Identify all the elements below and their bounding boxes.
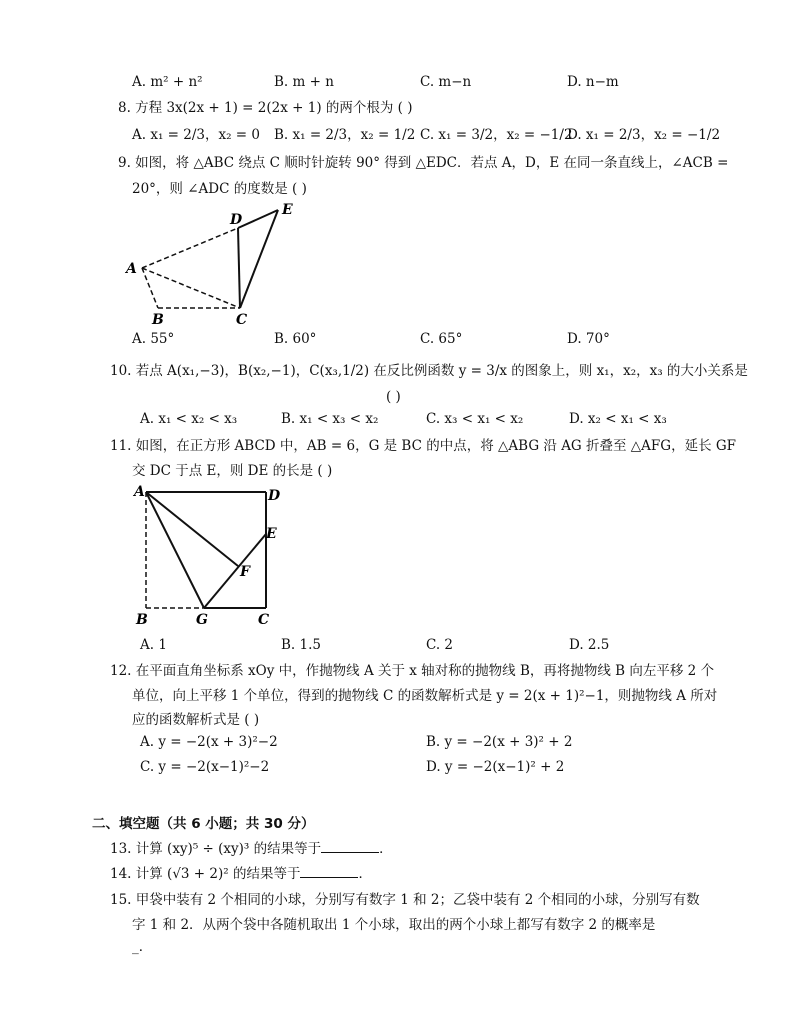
q9-option-a: A. 55° — [132, 331, 175, 347]
q14-stem-text: 14. 计算 (√3 + 2)² 的结果等于 — [110, 866, 301, 882]
q12-stem-line3: 应的函数解析式是 ( ) — [132, 712, 260, 728]
q11-label-f: F — [240, 564, 250, 580]
q8-option-c: C. x₁ = 3/2，x₂ = −1/2 — [420, 127, 573, 143]
q10-option-d: D. x₂ < x₁ < x₃ — [569, 411, 667, 427]
q12-option-c: C. y = −2(x−1)²−2 — [140, 759, 270, 775]
q9-label-a: A — [126, 261, 137, 277]
q9-option-d: D. 70° — [567, 331, 610, 347]
q11-label-a: A — [134, 484, 145, 500]
q13-stem — [110, 840, 393, 858]
q9-label-e: E — [282, 202, 293, 218]
q11-option-c: C. 2 — [426, 637, 454, 653]
q12-option-a: A. y = −2(x + 3)²−2 — [140, 734, 278, 750]
q11-label-b: B — [136, 612, 148, 628]
section-2-title: 二、填空题（共 6 小题；共 30 分） — [92, 816, 315, 832]
q11-option-b: B. 1.5 — [281, 637, 321, 653]
q14-stem — [110, 865, 372, 883]
q15-line1: 15. 甲袋中装有 2 个相同的小球，分别写有数字 1 和 2；乙袋中装有 2 个相同的小球，分别写有数 — [110, 892, 700, 908]
q11-label-d: D — [268, 488, 281, 504]
q11-stem-line2: 交 DC 于点 E，则 DE 的长是 ( ) — [132, 463, 333, 479]
q9-stem-line2: 20°，则 ∠ADC 的度数是 ( ) — [132, 181, 307, 197]
q13-stem-text: 13. 计算 (xy)⁵ ÷ (xy)³ 的结果等于 — [110, 841, 322, 857]
q9-label-c: C — [236, 312, 248, 326]
q11-stem-line1: 11. 如图，在正方形 ABCD 中，AB = 6，G 是 BC 的中点，将 △ABG 沿 AG 折叠至 △AFG，延长 GF — [110, 438, 737, 454]
q9-label-b: B — [152, 312, 164, 326]
q11-label-e: E — [266, 526, 277, 542]
q9-figure — [120, 198, 310, 326]
q10-stem-line1: 10. 若点 A(x₁,−3)，B(x₂,−1)，C(x₃,1/2) 在反比例函数 y = 3/x 的图象上，则 x₁，x₂，x₃ 的大小关系是 — [110, 363, 748, 379]
q14-answer-blank[interactable] — [300, 865, 358, 878]
q10-option-b: B. x₁ < x₃ < x₂ — [281, 411, 379, 427]
q9-label-d: D — [230, 212, 243, 228]
q9-option-c: C. 65° — [420, 331, 463, 347]
q12-stem-line2: 单位，向上平移 1 个单位，得到的抛物线 C 的函数解析式是 y = 2(x + 1)²−1，则抛物线 A 所对 — [132, 688, 718, 704]
q12-option-b: B. y = −2(x + 3)² + 2 — [426, 734, 573, 750]
q15-line3: _． — [132, 939, 153, 955]
q11-label-c: C — [258, 612, 270, 628]
q11-figure — [128, 484, 288, 630]
q7-option-c: C. m−n — [420, 74, 472, 90]
q13-stem-end: ． — [379, 841, 393, 857]
q9-option-b: B. 60° — [274, 331, 317, 347]
q13-answer-blank[interactable] — [321, 840, 379, 853]
q7-option-b: B. m + n — [274, 74, 334, 90]
q11-label-g: G — [196, 612, 208, 628]
q9-stem-line1: 9. 如图，将 △ABC 绕点 C 顺时针旋转 90° 得到 △EDC．若点 A，D，E 在同一条直线上，∠ACB = — [118, 155, 729, 171]
q10-stem-line2: ( ) — [386, 389, 401, 405]
q8-option-a: A. x₁ = 2/3，x₂ = 0 — [132, 127, 260, 143]
q7-option-a: A. m² + n² — [132, 74, 203, 90]
q7-option-d: D. n−m — [567, 74, 619, 90]
q14-stem-end: ． — [358, 866, 372, 882]
q12-option-d: D. y = −2(x−1)² + 2 — [426, 759, 565, 775]
q10-option-a: A. x₁ < x₂ < x₃ — [140, 411, 238, 427]
q12-stem-line1: 12. 在平面直角坐标系 xOy 中，作抛物线 A 关于 x 轴对称的抛物线 B，再将抛物线 B 向左平移 2 个 — [110, 663, 715, 679]
q11-option-a: A. 1 — [140, 637, 167, 653]
q10-option-c: C. x₃ < x₁ < x₂ — [426, 411, 524, 427]
q8-option-b: B. x₁ = 2/3，x₂ = 1/2 — [274, 127, 416, 143]
q8-option-d: D. x₁ = 2/3，x₂ = −1/2 — [567, 127, 721, 143]
q15-line2: 字 1 和 2．从两个袋中各随机取出 1 个小球，取出的两个小球上都写有数字 2 的概率是 — [132, 917, 656, 933]
q8-stem: 8. 方程 3x(2x + 1) = 2(2x + 1) 的两个根为 ( ) — [118, 100, 413, 116]
q11-option-d: D. 2.5 — [569, 637, 610, 653]
